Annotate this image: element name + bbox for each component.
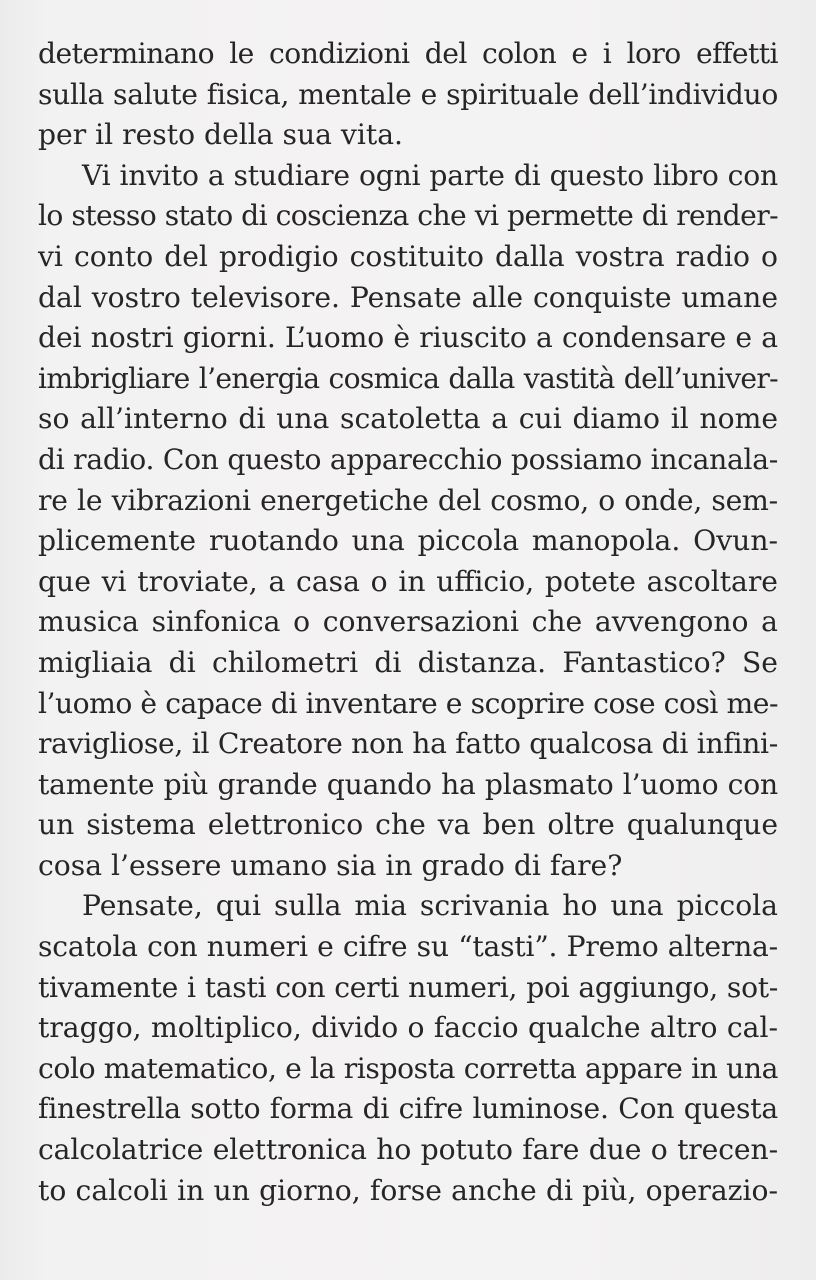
text-line: dei nostri giorni. L’uomo è riuscito a condensare e a: [38, 321, 778, 355]
text-line: to calcoli in un giorno, forse anche di più, operazio-: [38, 1173, 778, 1207]
text-line: dal vostro televisore. Pensate alle conquiste umane: [38, 280, 778, 314]
text-line: colo matematico, e la risposta corretta appare in una: [38, 1051, 778, 1085]
text-line: imbrigliare l’energia cosmica dalla vastità dell’univer-: [38, 361, 778, 395]
text-line: calcolatrice elettronica ho potuto fare due o trecen-: [38, 1133, 778, 1167]
text-line: tivamente i tasti con certi numeri, poi aggiungo, sot-: [38, 970, 778, 1004]
text-line: que vi troviate, a casa o in ufficio, potete ascoltare: [38, 564, 778, 598]
text-line: Vi invito a studiare ogni parte di questo libro con: [82, 158, 778, 192]
text-line: traggo, moltiplico, divido o faccio qualche altro cal-: [38, 1011, 778, 1045]
text-line: ravigliose, il Creatore non ha fatto qualcosa di infini-: [38, 727, 778, 761]
text-line: un sistema elettronico che va ben oltre qualunque: [38, 808, 778, 842]
body-text: [38, 34, 778, 1211]
text-line: finestrella sotto forma di cifre luminose. Con questa: [38, 1092, 778, 1126]
text-line: Pensate, qui sulla mia scrivania ho una piccola: [82, 889, 778, 923]
text-line: tamente più grande quando ha plasmato l’uomo con: [38, 767, 778, 801]
text-line: vi conto del prodigio costituito dalla vostra radio o: [38, 239, 778, 273]
text-line: per il resto della sua vita.: [38, 118, 403, 152]
text-line: di radio. Con questo apparecchio possiamo incanala-: [38, 442, 778, 476]
text-line: determinano le condizioni del colon e i loro effetti: [38, 37, 778, 70]
text-line: migliaia di chilometri di distanza. Fantastico? Se: [38, 645, 778, 679]
text-line: sulla salute fisica, mentale e spirituale dell’individuo: [38, 77, 778, 111]
text-line: musica sinfonica o conversazioni che avvengono a: [38, 605, 778, 639]
text-line: cosa l’essere umano sia in grado di fare?: [38, 848, 623, 882]
text-line: l’uomo è capace di inventare e scoprire cose così me-: [38, 686, 778, 720]
text-line: plicemente ruotando una piccola manopola. Ovun-: [38, 524, 778, 558]
text-line: scatola con numeri e cifre su “tasti”. Premo alterna-: [38, 930, 778, 964]
text-line: lo stesso stato di coscienza che vi permette di render-: [38, 199, 778, 233]
text-line: so all’interno di una scatoletta a cui diamo il nome: [38, 402, 778, 436]
text-line: re le vibrazioni energetiche del cosmo, o onde, sem-: [38, 483, 778, 517]
